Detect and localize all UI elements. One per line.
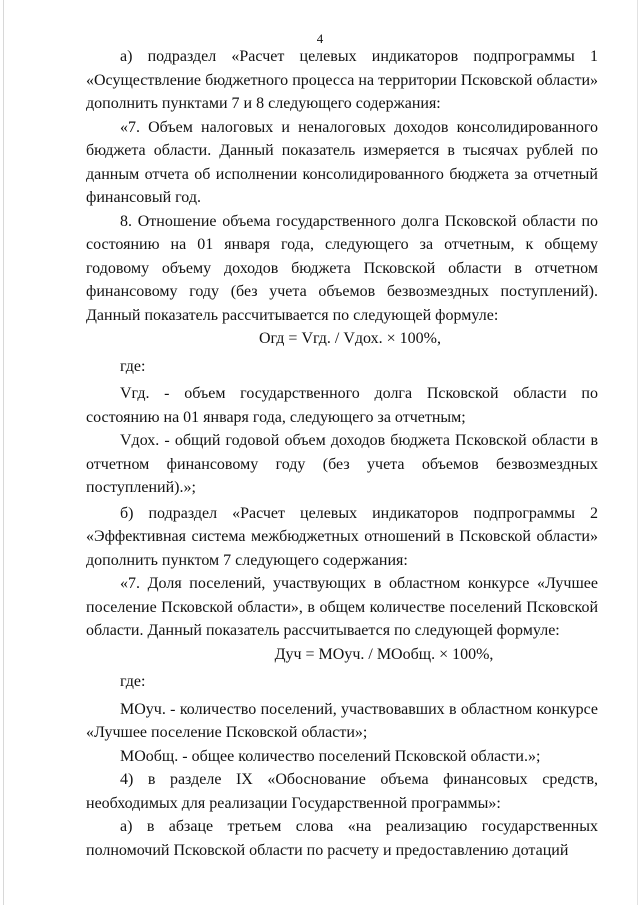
paragraph-section-ix: 4) в разделе IX «Обоснование объема финансовых средств, необходимых для реализации Государственной программы»:: [86, 771, 598, 812]
paragraph-item-8-debt-ratio: 8. Отношение объема государственного долга Псковской области по состоянию на 01 января года, следующего за отчетным, к общему годовому объему доходов бюджета Псковской области в отчетном финансовому году (без учета объемов безвозмездных поступлений). Данный показатель рассчитывается по следующей формуле:: [86, 212, 598, 324]
scan-edge-left: [3, 0, 4, 905]
where-label: где:: [120, 357, 146, 375]
paragraph-item-7-settlements: «7. Доля поселений, участвующих в областном конкурсе «Лучшее поселение Псковской области», в общем количестве поселений Псковской области. Данный показатель рассчитывается по следующей формуле:: [86, 575, 598, 639]
paragraph-definition-mouch: МОуч. - количество поселений, участвовавших в областном конкурсе «Лучшее поселение Псковской области»;: [86, 700, 598, 741]
page-number: 4: [316, 31, 324, 46]
paragraph-abzac-third: а) в абзаце третьем слова «на реализацию государственных полномочий Псковской области по расчету и предоставлению дотаций: [86, 818, 598, 859]
formula-debt-ratio: Огд = Vгд. / Vдох. × 100%,: [258, 330, 442, 347]
paragraph-definition-vdoh: Vдох. - общий годовой объем доходов бюджета Псковской области в отчетном финансовому году (без учета объемов безвозмездных поступлений).»;: [86, 432, 598, 496]
formula-settlement-share: Дуч = МОуч. / МОобщ. × 100%,: [274, 645, 494, 663]
scan-edge-right: [637, 0, 638, 905]
paragraph-definition-moobsh: МОобщ. - общее количество поселений Псковской области.»;: [120, 747, 541, 765]
paragraph-subsection-a: а) подраздел «Расчет целевых индикаторов подпрограммы 1 «Осуществление бюджетного процесса на территории Псковской области» дополнить пунктами 7 и 8 следующего содержания:: [86, 48, 598, 112]
where-label-2: где:: [120, 673, 146, 690]
document-body: [86, 45, 598, 862]
paragraph-subsection-b: б) подраздел «Расчет целевых индикаторов подпрограммы 2 «Эффективная система межбюджетных отношений в Псковской области» дополнить пунктом 7 следующего содержания:: [86, 504, 598, 569]
paragraph-definition-vgd: Vгд. - объем государственного долга Псковской области по состоянию на 01 января года, следующего за отчетным;: [86, 385, 598, 426]
paragraph-item-7-revenue: «7. Объем налоговых и неналоговых доходов консолидированного бюджета области. Данный показатель измеряется в тысячах рублей по данным отчета об исполнении консолидированного бюджета за отчетный финансовый год.: [86, 118, 598, 206]
